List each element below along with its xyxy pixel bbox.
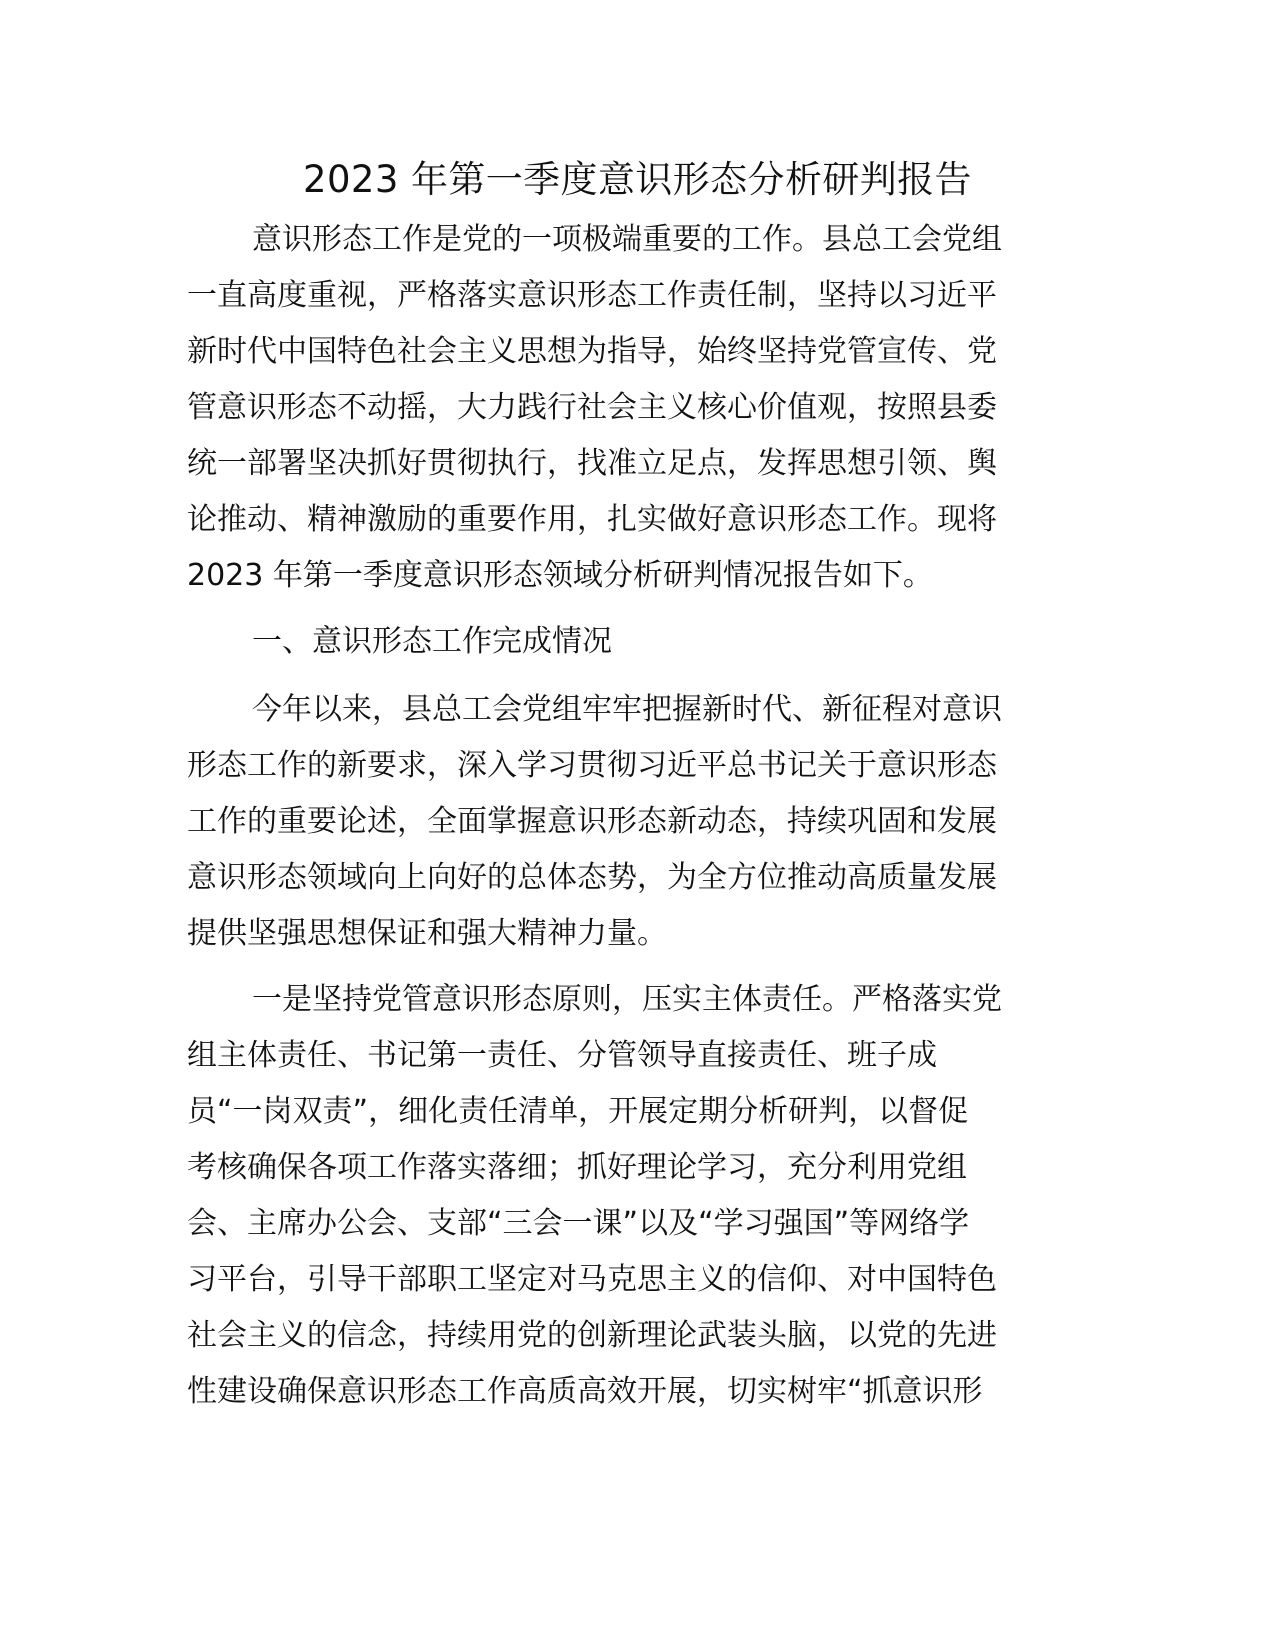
paragraph-line: 组主体责任、书记第一责任、分管领导直接责任、班子成 bbox=[187, 1038, 937, 1073]
paragraph-line: 员“一岗双责”，细化责任清单，开展定期分析研判，以督促 bbox=[187, 1094, 969, 1129]
paragraph-line: 性建设确保意识形态工作高质高效开展，切实树牢“抓意识形 bbox=[187, 1374, 983, 1409]
paragraph-line: 意识形态领域向上向好的总体态势，为全方位推动高质量发展 bbox=[187, 860, 997, 895]
paragraph-line: 今年以来，县总工会党组牢牢把握新时代、新征程对意识 bbox=[252, 692, 1002, 727]
paragraph-line: 提供坚强思想保证和强大精神力量。 bbox=[187, 916, 667, 951]
paragraph-line: 意识形态工作是党的一项极端重要的工作。县总工会党组 bbox=[252, 222, 1002, 257]
paragraph-line: 形态工作的新要求，深入学习贯彻习近平总书记关于意识形态 bbox=[187, 748, 997, 783]
paragraph-line: 考核确保各项工作落实落细；抓好理论学习，充分利用党组 bbox=[187, 1150, 967, 1185]
document-title: 2023 年第一季度意识形态分析研判报告 bbox=[303, 158, 972, 201]
paragraph-line: 工作的重要论述，全面掌握意识形态新动态，持续巩固和发展 bbox=[187, 804, 997, 839]
paragraph-line: 社会主义的信念，持续用党的创新理论武装头脑，以党的先进 bbox=[187, 1318, 997, 1353]
section-heading: 一、意识形态工作完成情况 bbox=[252, 624, 612, 659]
paragraph-line: 2023 年第一季度意识形态领域分析研判情况报告如下。 bbox=[187, 558, 933, 593]
paragraph-line: 统一部署坚决抓好贯彻执行，找准立足点，发挥思想引领、舆 bbox=[187, 446, 997, 481]
paragraph-line: 一直高度重视，严格落实意识形态工作责任制，坚持以习近平 bbox=[187, 278, 997, 313]
paragraph-line: 管意识形态不动摇，大力践行社会主义核心价值观，按照县委 bbox=[187, 390, 997, 425]
paragraph-line: 一是坚持党管意识形态原则，压实主体责任。严格落实党 bbox=[252, 982, 1002, 1017]
paragraph-line: 会、主席办公会、支部“三会一课”以及“学习强国”等网络学 bbox=[187, 1206, 970, 1241]
paragraph-line: 新时代中国特色社会主义思想为指导，始终坚持党管宣传、党 bbox=[187, 334, 997, 369]
paragraph-line: 论推动、精神激励的重要作用，扎实做好意识形态工作。现将 bbox=[187, 502, 997, 537]
paragraph-line: 习平台，引导干部职工坚定对马克思主义的信仰、对中国特色 bbox=[187, 1262, 997, 1297]
